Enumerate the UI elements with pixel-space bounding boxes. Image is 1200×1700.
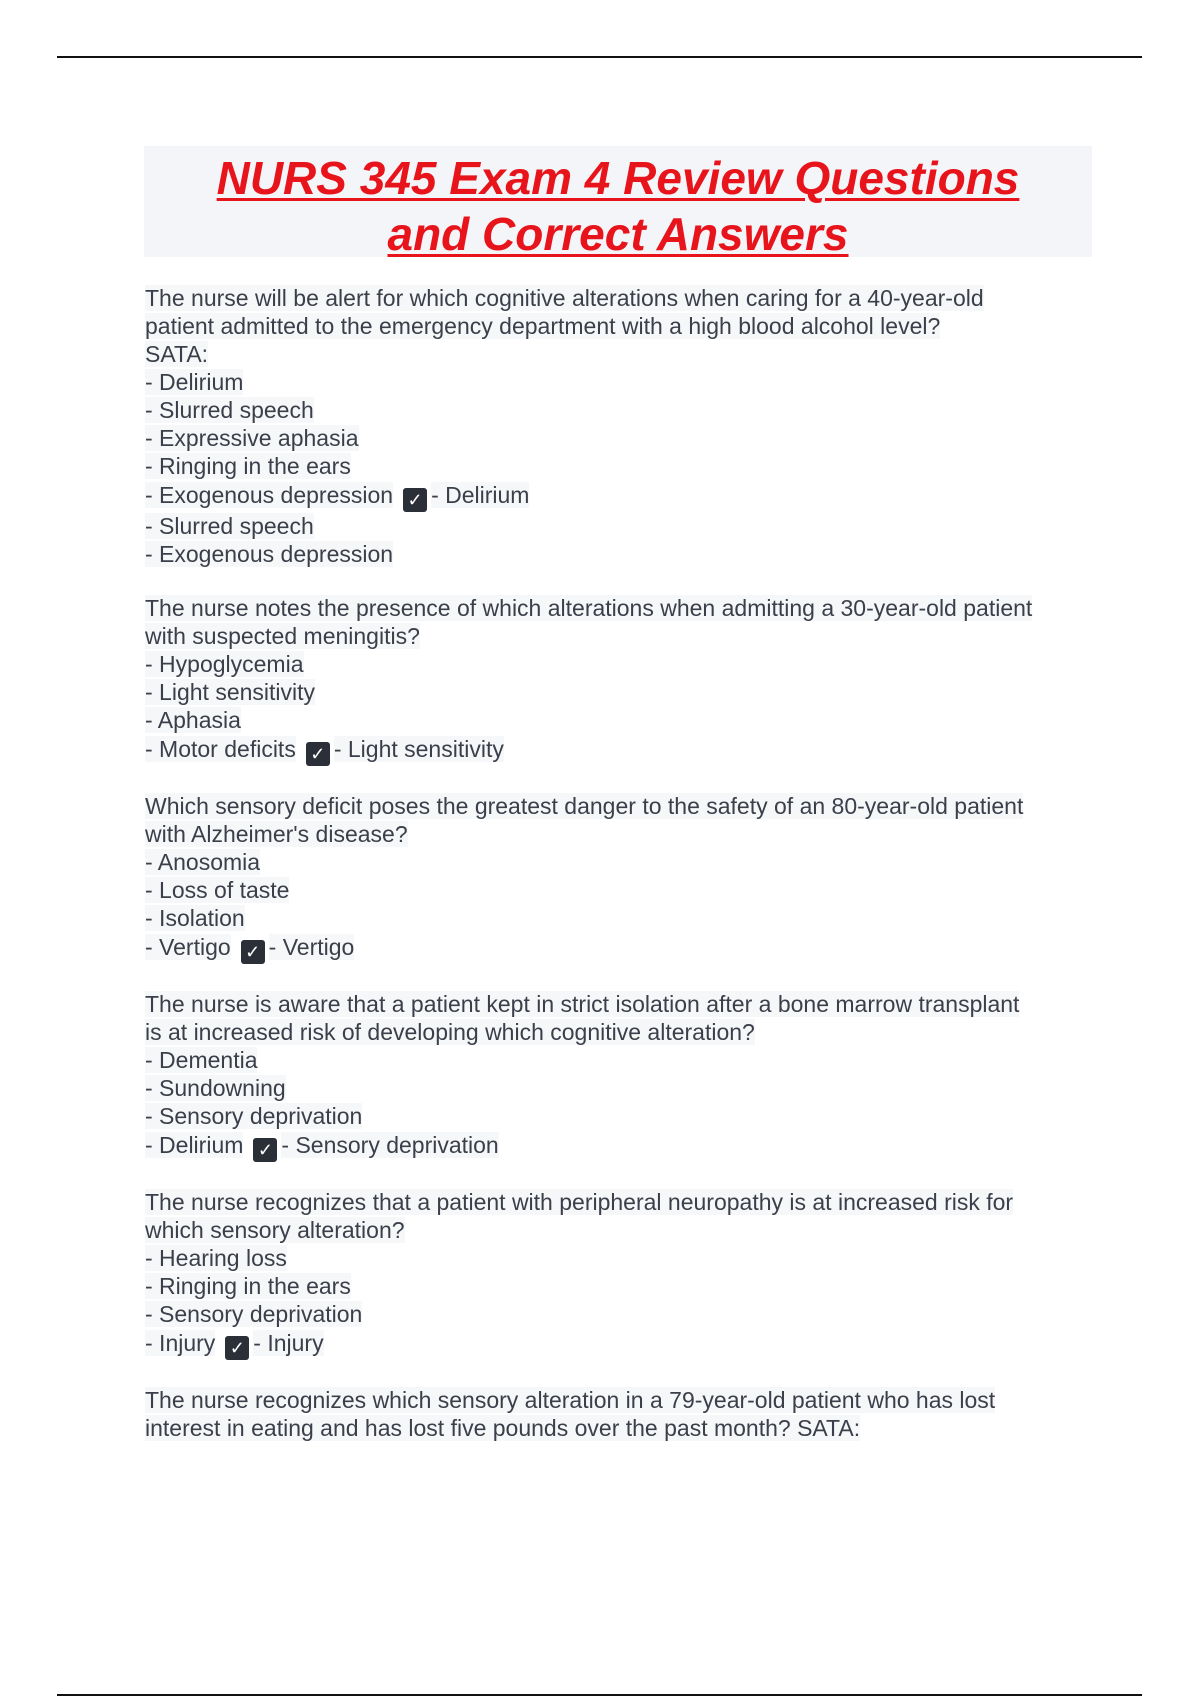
line-text: interest in eating and has lost five pounds over the past month? SATA:: [145, 1415, 861, 1441]
line-text: - Loss of taste: [145, 877, 290, 903]
correct-answer: - Vertigo: [268, 934, 355, 960]
question-text-line: [145, 622, 1085, 650]
question-block: [145, 1188, 1085, 1360]
answer-line: [145, 734, 1085, 766]
option-line: [145, 340, 1085, 368]
correct-answer: - Light sensitivity: [333, 736, 504, 762]
option-line: [145, 368, 1085, 396]
line-text: - Hearing loss: [145, 1245, 287, 1271]
question-text-line: [145, 1386, 1085, 1414]
line-text: which sensory alteration?: [145, 1217, 405, 1243]
question-text-line: [145, 820, 1085, 848]
option-line: [145, 1272, 1085, 1300]
correct-answer: - Injury: [253, 1330, 324, 1356]
line-text: Which sensory deficit poses the greatest danger to the safety of an 80-year-old patient: [145, 793, 1024, 819]
question-text-line: [145, 1018, 1085, 1046]
option-line: [145, 1046, 1085, 1074]
line-text: - Dementia: [145, 1047, 258, 1073]
option-line: [145, 396, 1085, 424]
question-block: [145, 594, 1085, 766]
answer-line: [145, 480, 1085, 512]
correct-answer-line: [145, 512, 1085, 540]
document-title: [144, 146, 1092, 262]
option-line: [145, 1300, 1085, 1328]
line-text: The nurse will be alert for which cognitive alterations when caring for a 40-year-old: [145, 285, 984, 311]
question-block: [145, 990, 1085, 1162]
line-text: is at increased risk of developing which cognitive alteration?: [145, 1019, 755, 1045]
question-list: [145, 284, 1085, 1468]
line-text: The nurse recognizes that a patient with peripheral neuropathy is at increased risk for: [145, 1189, 1014, 1215]
title-line-2: and Correct Answers: [387, 208, 849, 260]
question-block: [145, 284, 1085, 568]
option-text: - Motor deficits: [145, 736, 296, 762]
line-text: with Alzheimer's disease?: [145, 821, 408, 847]
question-text-line: [145, 1216, 1085, 1244]
answer-line: [145, 1328, 1085, 1360]
checkmark-icon: ✓: [241, 940, 265, 964]
line-text: - Expressive aphasia: [145, 425, 359, 451]
line-text: - Ringing in the ears: [145, 453, 351, 479]
question-text-line: [145, 284, 1085, 312]
question-text-line: [145, 312, 1085, 340]
line-text: - Light sensitivity: [145, 679, 316, 705]
option-line: [145, 1074, 1085, 1102]
line-text: with suspected meningitis?: [145, 623, 420, 649]
line-text: The nurse notes the presence of which alterations when admitting a 30-year-old patient: [145, 595, 1033, 621]
line-text: - Anosomia: [145, 849, 261, 875]
line-text: - Isolation: [145, 905, 245, 931]
checkmark-icon: ✓: [306, 742, 330, 766]
correct-answer: - Exogenous depression: [145, 541, 394, 567]
line-text: - Aphasia: [145, 707, 241, 733]
checkmark-icon: ✓: [253, 1138, 277, 1162]
option-line: [145, 452, 1085, 480]
question-text-line: [145, 792, 1085, 820]
option-line: [145, 904, 1085, 932]
answer-line: [145, 1130, 1085, 1162]
line-text: - Ringing in the ears: [145, 1273, 351, 1299]
line-text: - Sensory deprivation: [145, 1103, 363, 1129]
line-text: patient admitted to the emergency department with a high blood alcohol level?: [145, 313, 941, 339]
option-line: [145, 1102, 1085, 1130]
line-text: - Sensory deprivation: [145, 1301, 363, 1327]
title-line-1: NURS 345 Exam 4 Review Questions: [216, 152, 1020, 204]
line-text: The nurse recognizes which sensory alteration in a 79-year-old patient who has lost: [145, 1387, 996, 1413]
answer-line: [145, 932, 1085, 964]
question-text-line: [145, 990, 1085, 1018]
question-text-line: [145, 1188, 1085, 1216]
question-block: [145, 1386, 1085, 1442]
correct-answer-line: [145, 540, 1085, 568]
title-banner: [144, 146, 1092, 260]
option-line: [145, 424, 1085, 452]
line-text: SATA:: [145, 341, 209, 367]
option-text: - Injury: [145, 1330, 216, 1356]
line-text: - Hypoglycemia: [145, 651, 304, 677]
option-line: [145, 1244, 1085, 1272]
question-text-line: [145, 1414, 1085, 1442]
option-text: - Delirium: [145, 1132, 244, 1158]
question-text-line: [145, 594, 1085, 622]
top-rule: [57, 56, 1142, 58]
checkmark-icon: ✓: [403, 488, 427, 512]
line-text: - Delirium: [145, 369, 244, 395]
line-text: - Sundowning: [145, 1075, 286, 1101]
option-line: [145, 650, 1085, 678]
line-text: The nurse is aware that a patient kept in strict isolation after a bone marrow transplant: [145, 991, 1020, 1017]
option-line: [145, 678, 1085, 706]
option-line: [145, 706, 1085, 734]
correct-answer: - Slurred speech: [145, 513, 314, 539]
option-line: [145, 848, 1085, 876]
checkmark-icon: ✓: [225, 1336, 249, 1360]
correct-answer: - Delirium: [431, 482, 530, 508]
question-block: [145, 792, 1085, 964]
line-text: - Slurred speech: [145, 397, 314, 423]
option-text: - Vertigo: [145, 934, 231, 960]
bottom-rule: [57, 1694, 1142, 1696]
correct-answer: - Sensory deprivation: [281, 1132, 499, 1158]
option-text: - Exogenous depression: [145, 482, 394, 508]
option-line: [145, 876, 1085, 904]
